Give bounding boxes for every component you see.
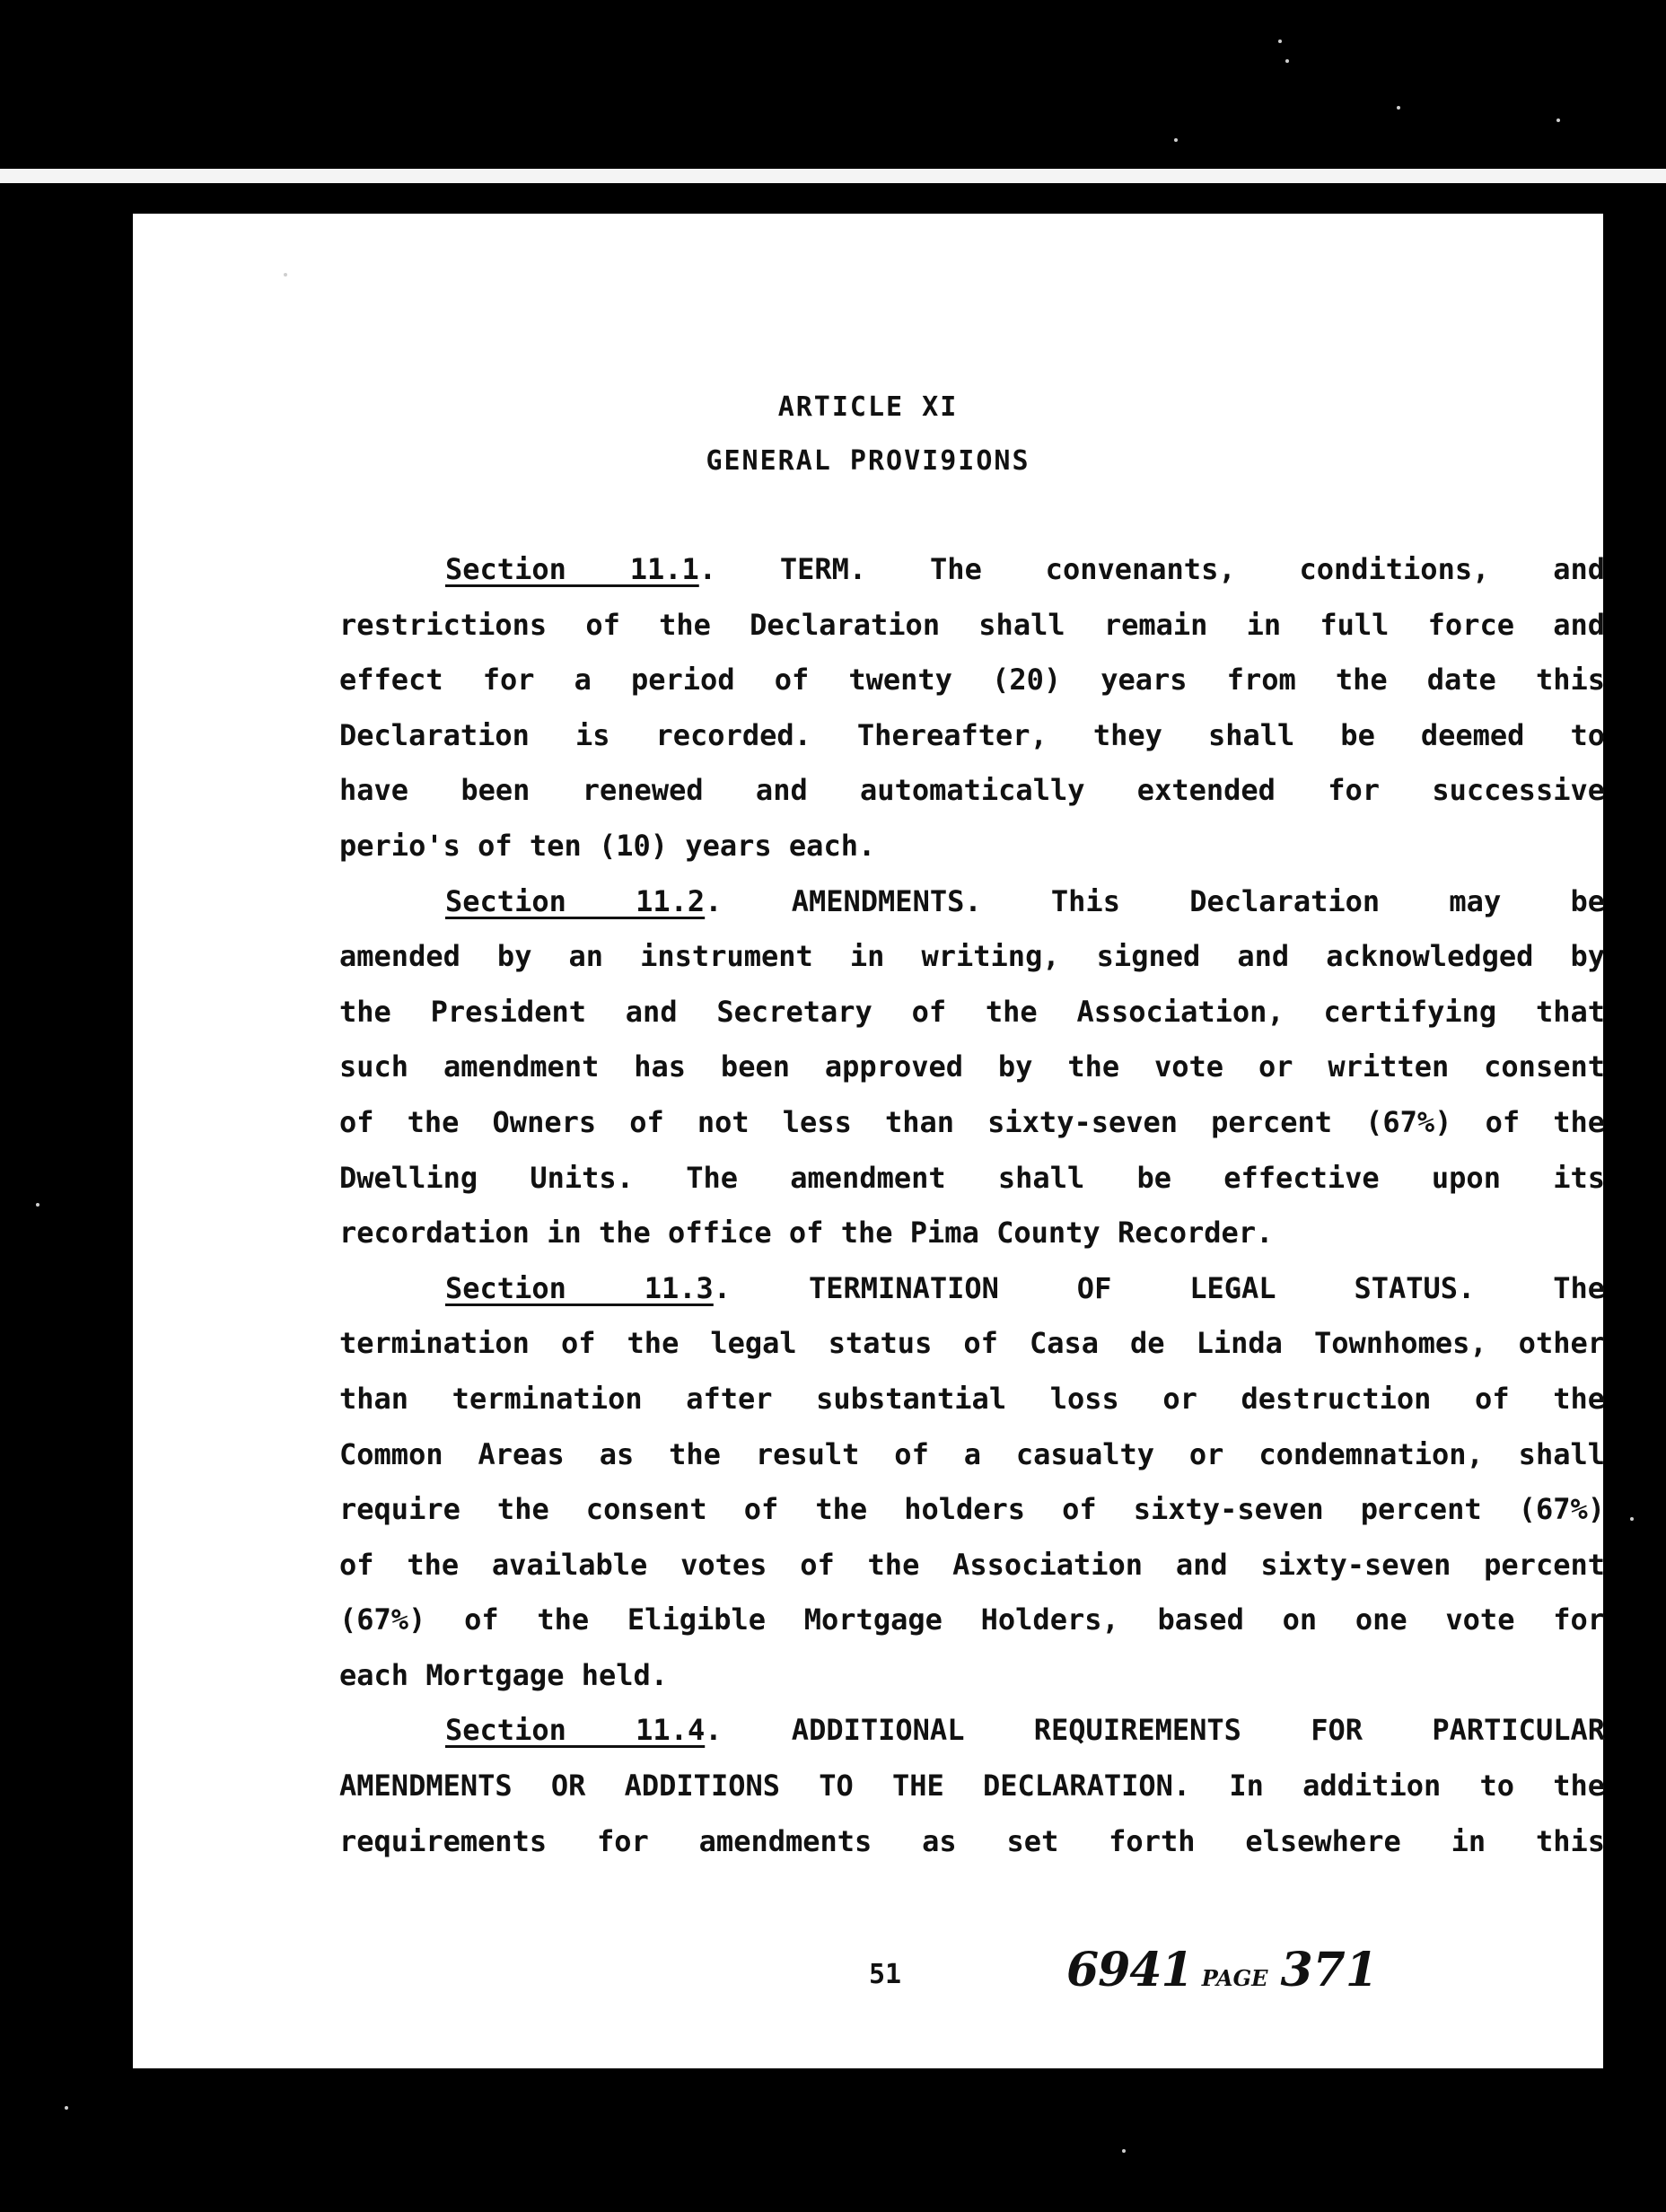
scan-border-rule [0,169,1666,183]
scan-speck [36,1203,39,1207]
scan-speck [1397,106,1400,110]
section-heading-text: . ADDITIONAL REQUIREMENTS FOR PARTICULAR [705,1713,1606,1748]
scan-speck [1278,40,1282,43]
section-11-4 [339,1703,1605,1869]
paragraph-line: Declaration is recorded. Thereafter, they shall be deemed to [339,717,1605,752]
paragraph-line: Dwelling Units. The amendment shall be effective upon its [339,1160,1605,1195]
recorder-book-number: 6941 [1066,1943,1193,1997]
document-page [133,214,1606,2068]
paragraph-line: the President and Secretary of the Association, certifying that [339,994,1605,1029]
paragraph-line: have been renewed and automatically extended for successive [339,773,1605,808]
section-11-1 [339,542,1605,874]
paragraph-line: restrictions of the Declaration shall remain in full force and [339,607,1605,642]
recorder-stamp [1066,1943,1378,1997]
paragraph-line: perio's of ten (10) years each. [339,828,876,863]
section-11-2 [339,874,1605,1261]
paragraph-line: each Mortgage held. [339,1657,669,1692]
paragraph-line [339,542,1605,598]
page-number: 51 [869,1959,902,1990]
paragraph-line: AMENDMENTS OR ADDITIONS TO THE DECLARATION. In addition to the [339,1769,1605,1804]
section-heading-text: . AMENDMENTS. This Declaration may be [705,883,1606,918]
paragraph-line: termination of the legal status of Casa de Linda Townhomes, other [339,1326,1605,1361]
section-heading-text: . TERMINATION OF LEGAL STATUS. The [713,1270,1606,1305]
paragraph-line: amended by an instrument in writing, signed and acknowledged by [339,939,1605,974]
paragraph-line: require the consent of the holders of sixty-seven percent (67%) [339,1492,1605,1527]
scan-speck [1285,59,1289,63]
section-label: Section 11.1 [445,552,699,586]
recorder-page-label: PAGE [1201,1965,1268,1991]
section-label: Section 11.2 [445,883,706,918]
paragraph-line: recordation in the office of the Pima County Recorder. [339,1216,1274,1251]
scan-speck [1174,138,1178,142]
scan-speck [1630,1517,1634,1521]
section-label: Section 11.3 [445,1270,714,1305]
paragraph-line [339,1703,1605,1759]
paragraph-line [339,874,1605,930]
section-11-3 [339,1261,1605,1704]
paragraph-line: Common Areas as the result of a casualty or condemnation, shall [339,1436,1605,1471]
article-subtitle: GENERAL PROVI9IONS [706,445,1030,477]
scan-speck [1122,2149,1126,2153]
paragraph-line: of the available votes of the Association and sixty-seven percent [339,1547,1605,1582]
paragraph-line: such amendment has been approved by the vote or written consent [339,1049,1605,1084]
scan-speck [1556,118,1560,122]
paragraph-line [339,1261,1605,1317]
paragraph-line: of the Owners of not less than sixty-seven percent (67%) of the [339,1104,1605,1139]
section-label: Section 11.4 [445,1713,706,1748]
paragraph-line: effect for a period of twenty (20) years from the date this [339,663,1605,698]
recorder-page-number: 371 [1280,1943,1378,1997]
scan-speck [284,273,287,276]
document-body [339,542,1605,1869]
scan-speck [65,2106,68,2110]
paragraph-line: requirements for amendments as set forth elsewhere in this [339,1823,1605,1858]
article-title: ARTICLE XI [777,391,959,423]
paragraph-line: (67%) of the Eligible Mortgage Holders, based on one vote for [339,1602,1605,1637]
section-heading-text: . TERM. The convenants, conditions, and [698,552,1606,586]
paragraph-line: than termination after substantial loss or destruction of the [339,1381,1605,1416]
